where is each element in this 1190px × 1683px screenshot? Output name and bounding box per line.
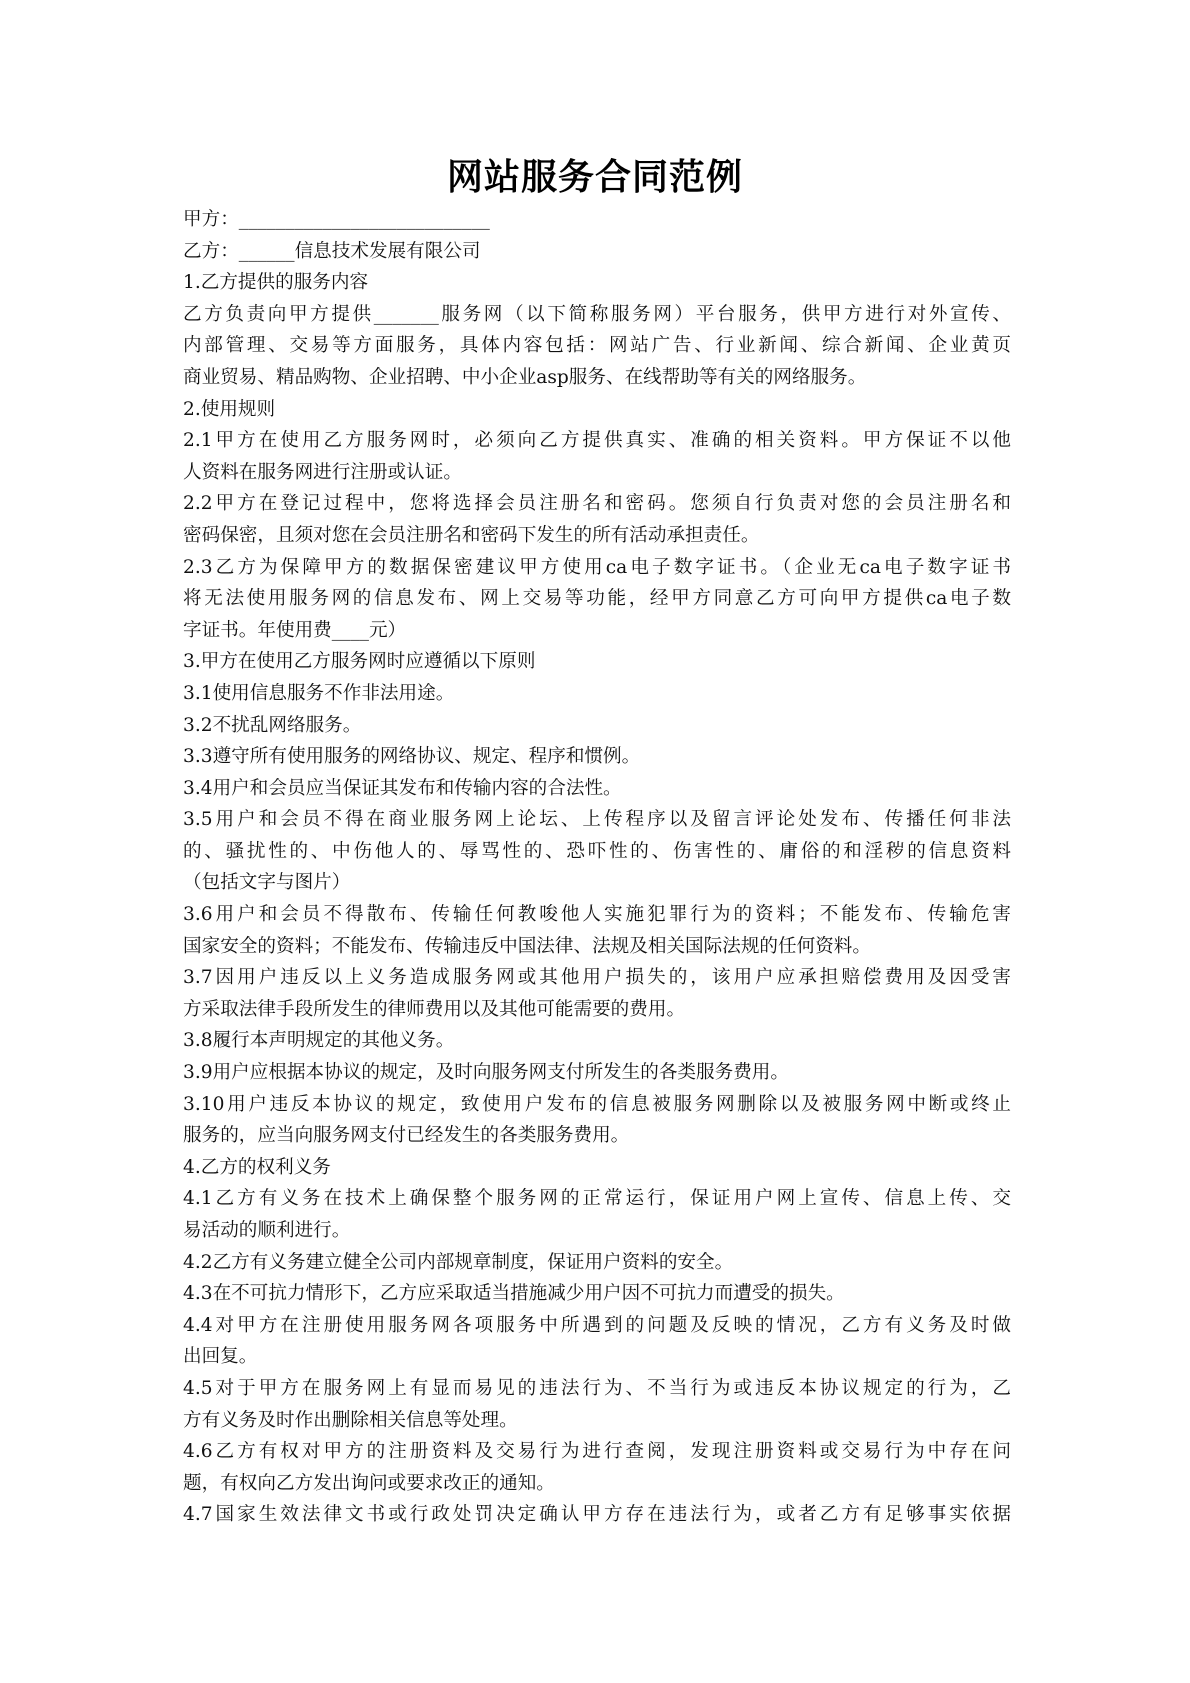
document-line: 2.使用规则 xyxy=(183,398,276,420)
document-line: 人资料在服务网进行注册或认证。 xyxy=(183,461,462,483)
document-line: （包括文字与图片） xyxy=(183,872,351,894)
document-line: 3.7因用户违反以上义务造成服务网或其他用户损失的，该用户应承担赔偿费用及因受害 xyxy=(183,967,1011,989)
document-line: 易活动的顺利进行。 xyxy=(183,1220,351,1241)
document-line: 方采取法律手段所发生的律师费用以及其他可能需要的费用。 xyxy=(183,998,686,1020)
document-line: 题，有权向乙方发出询问或要求改正的通知。 xyxy=(183,1472,555,1494)
document-line: 密码保密，且须对您在会员注册名和密码下发生的所有活动承担责任。 xyxy=(183,524,760,546)
document-line: 3.6用户和会员不得散布、传输任何教唆他人实施犯罪行为的资料；不能发布、传输危害 xyxy=(183,904,1011,926)
document-line: 2.3乙方为保障甲方的数据保密建议甲方使用ca电子数字证书。（企业无ca电子数字证书 xyxy=(183,556,1011,578)
document-line: 4.6乙方有权对甲方的注册资料及交易行为进行查阅，发现注册资料或交易行为中存在问 xyxy=(183,1441,1011,1463)
document-line: 4.4对甲方在注册使用服务网各项服务中所遇到的问题及反映的情况，乙方有义务及时做 xyxy=(183,1314,1011,1336)
document-line: 4.2乙方有义务建立健全公司内部规章制度，保证用户资料的安全。 xyxy=(183,1251,734,1273)
document-line: 方有义务及时作出删除相关信息等处理。 xyxy=(183,1409,518,1431)
document-line: 3.5用户和会员不得在商业服务网上论坛、上传程序以及留言评论处发布、传播任何非法 xyxy=(183,809,1011,831)
document-line: 3.3遵守所有使用服务的网络协议、规定、程序和惯例。 xyxy=(183,746,641,768)
document-line: 2.1甲方在使用乙方服务网时，必须向乙方提供真实、准确的相关资料。甲方保证不以他 xyxy=(183,430,1011,452)
document-line: 乙方：______信息技术发展有限公司 xyxy=(183,240,481,262)
document-line: 服务的，应当向服务网支付已经发生的各类服务费用。 xyxy=(183,1125,630,1147)
document-line: 4.7国家生效法律文书或行政处罚决定确认甲方存在违法行为，或者乙方有足够事实依据 xyxy=(183,1504,1011,1526)
document-body xyxy=(183,204,1011,1531)
document-line: 字证书。年使用费____元） xyxy=(183,619,407,641)
document-line: 甲方：___________________________ xyxy=(183,209,490,230)
document-line: 2.2甲方在登记过程中，您将选择会员注册名和密码。您须自行负责对您的会员注册名和 xyxy=(183,493,1011,515)
document-line: 内部管理、交易等方面服务，具体内容包括：网站广告、行业新闻、综合新闻、企业黄页 xyxy=(183,335,1011,357)
document-line: 将无法使用服务网的信息发布、网上交易等功能，经甲方同意乙方可向甲方提供ca电子数 xyxy=(183,588,1011,610)
document-line: 国家安全的资料；不能发布、传输违反中国法律、法规及相关国际法规的任何资料。 xyxy=(183,935,871,957)
document-line: 4.1乙方有义务在技术上确保整个服务网的正常运行，保证用户网上宣传、信息上传、交 xyxy=(183,1188,1011,1210)
document-line: 的、骚扰性的、中伤他人的、辱骂性的、恐吓性的、伤害性的、庸俗的和淫秽的信息资料 xyxy=(183,840,1011,862)
document-line: 乙方负责向甲方提供_______服务网（以下简称服务网）平台服务，供甲方进行对外宣传、 xyxy=(183,303,1011,325)
document-line: 4.3在不可抗力情形下，乙方应采取适当措施减少用户因不可抗力而遭受的损失。 xyxy=(183,1283,845,1305)
document-line: 商业贸易、精品购物、企业招聘、中小企业asp服务、在线帮助等有关的网络服务。 xyxy=(183,366,867,388)
document-line: 3.1使用信息服务不作非法用途。 xyxy=(183,682,455,704)
document-line: 1.乙方提供的服务内容 xyxy=(183,272,369,294)
document-line: 4.5对于甲方在服务网上有显而易见的违法行为、不当行为或违反本协议规定的行为，乙 xyxy=(183,1377,1011,1399)
document-line: 3.4用户和会员应当保证其发布和传输内容的合法性。 xyxy=(183,777,622,799)
document-line: 3.2不扰乱网络服务。 xyxy=(183,714,362,736)
document-line: 3.甲方在使用乙方服务网时应遵循以下原则 xyxy=(183,651,536,673)
document-line: 3.9用户应根据本协议的规定，及时向服务网支付所发生的各类服务费用。 xyxy=(183,1062,789,1084)
document-title: 网站服务合同范例 xyxy=(446,156,743,198)
document-line: 3.8履行本声明规定的其他义务。 xyxy=(183,1030,455,1052)
document-line: 出回复。 xyxy=(183,1346,258,1368)
document-line: 3.10用户违反本协议的规定，致使用户发布的信息被服务网删除以及被服务网中断或终止 xyxy=(183,1093,1011,1115)
document-line: 4.乙方的权利义务 xyxy=(183,1156,331,1178)
